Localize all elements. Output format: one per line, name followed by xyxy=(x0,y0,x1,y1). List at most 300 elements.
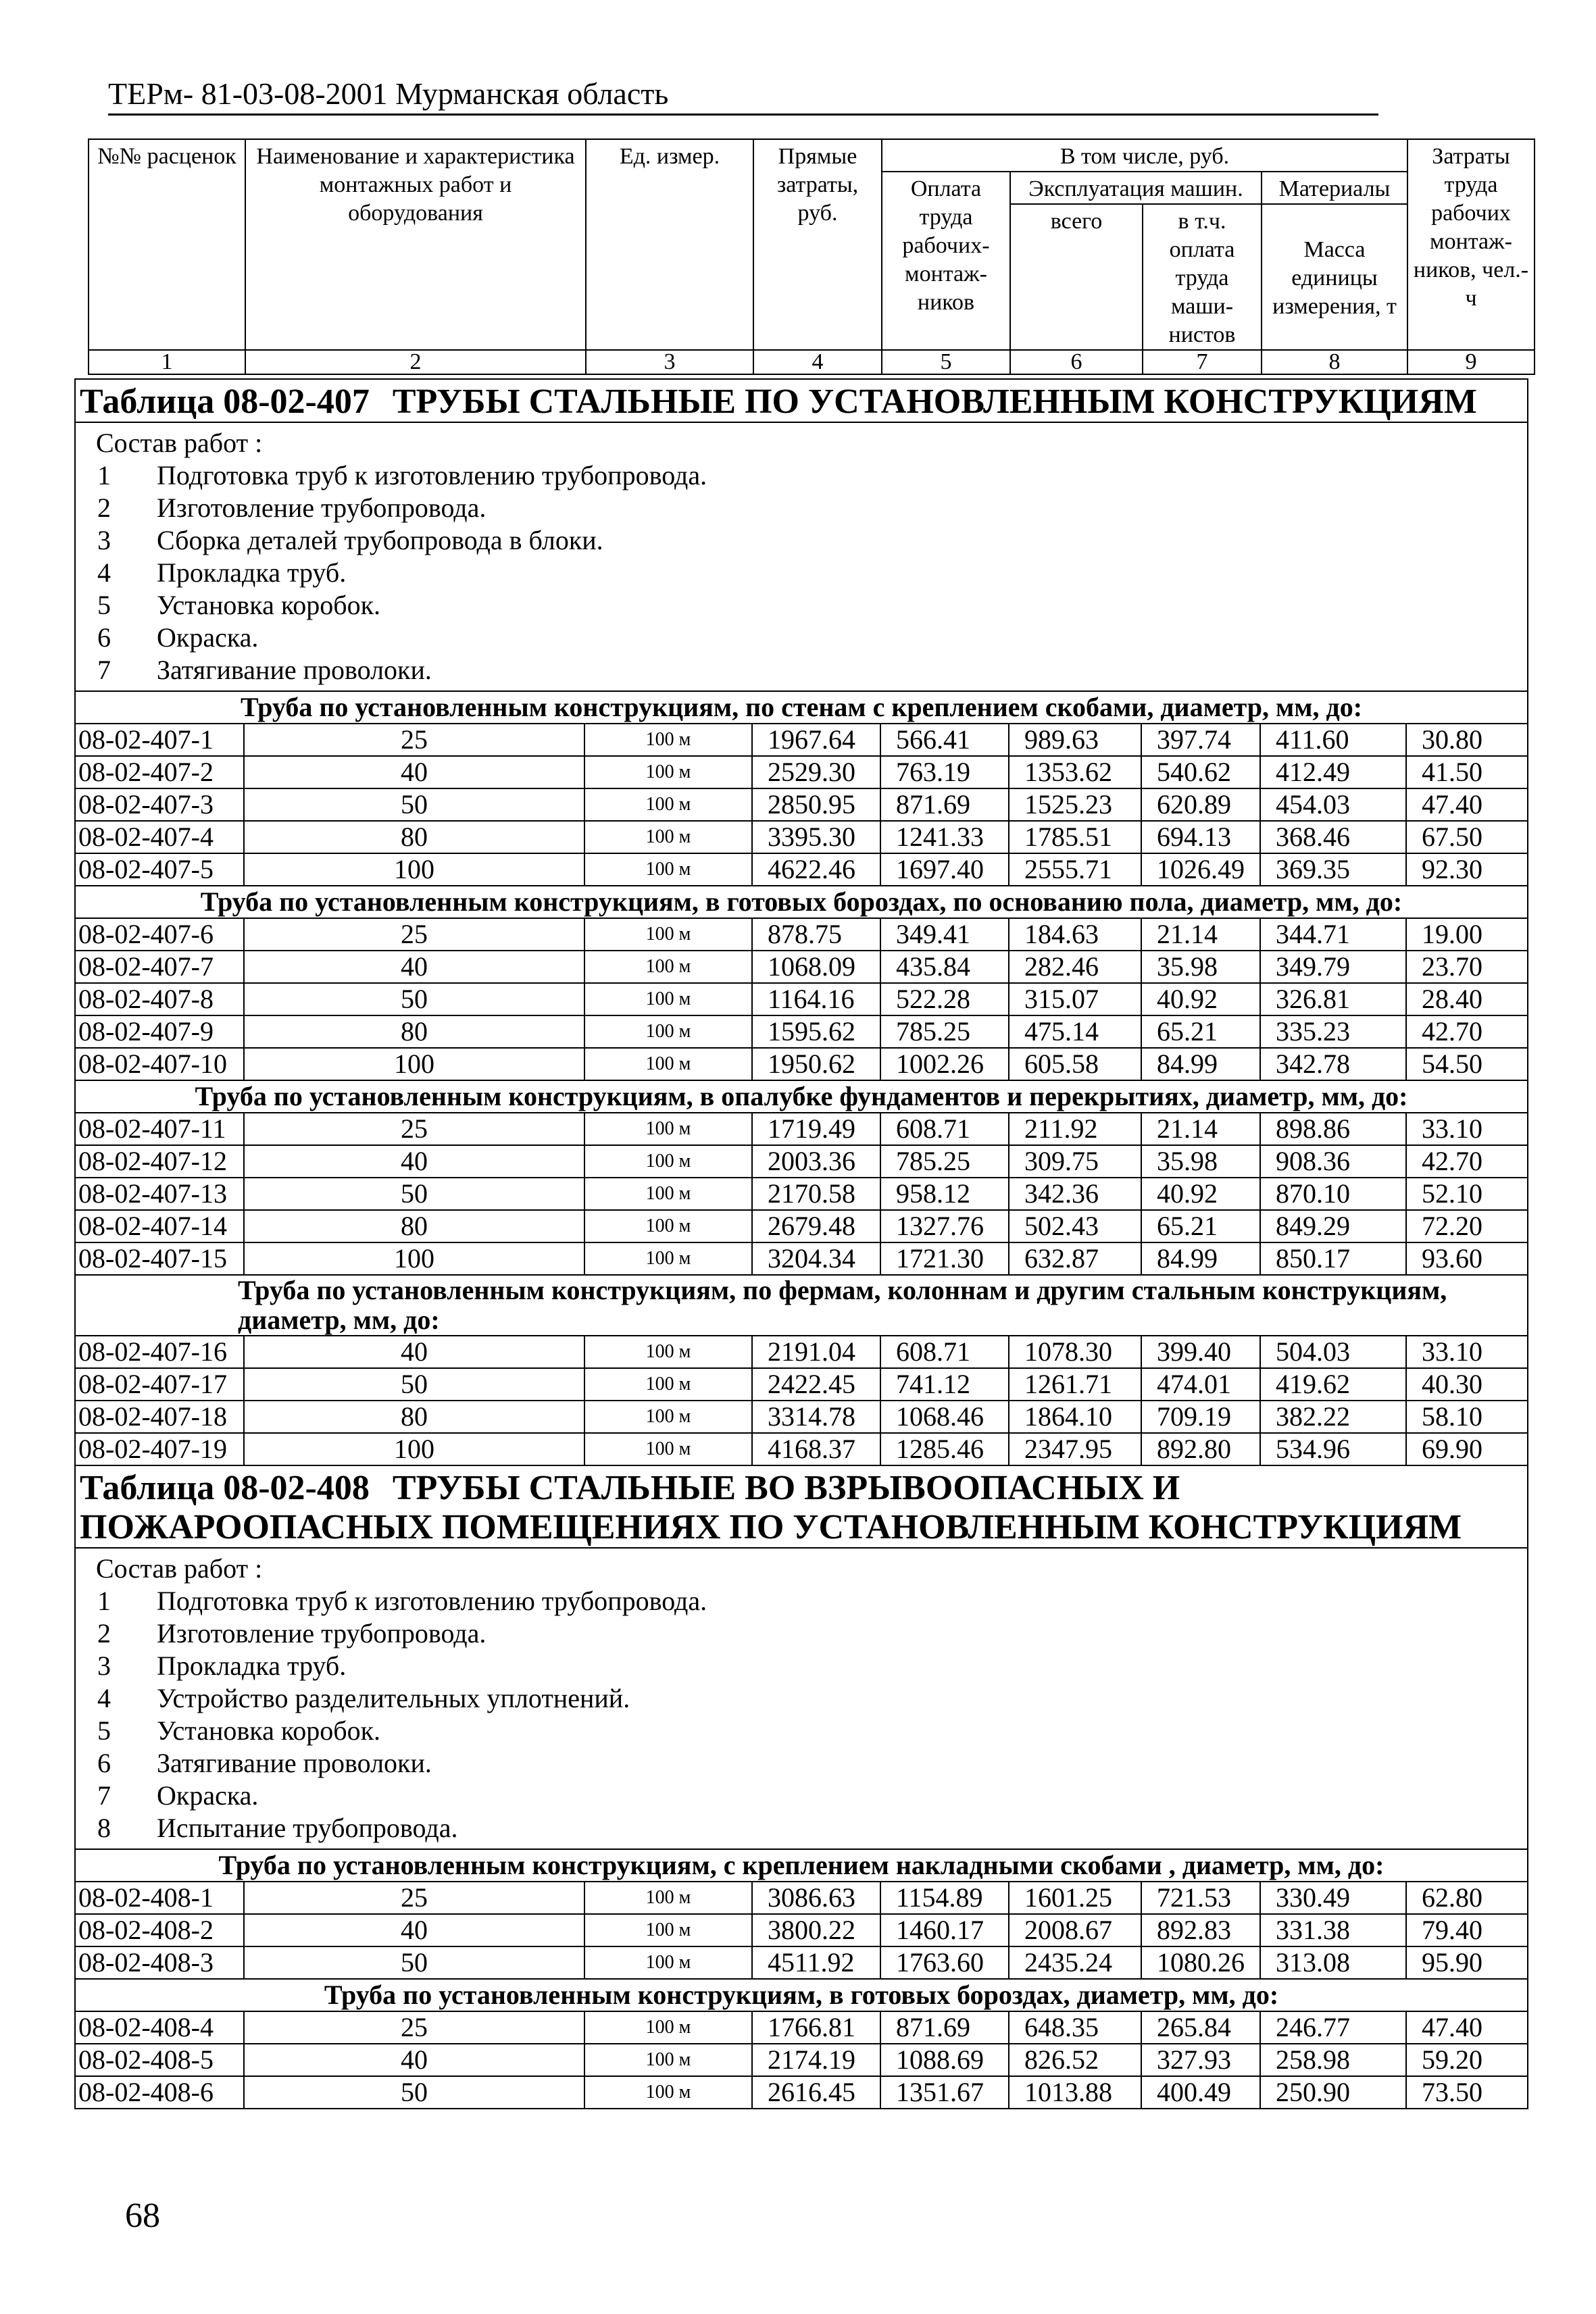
col-header-machinist-wages: в т.ч. оплата труда маши-нистов xyxy=(1143,204,1262,350)
cell-diameter: 50 xyxy=(244,983,584,1015)
cell-worker-wages: 1088.69 xyxy=(880,2044,1009,2076)
work-step-text: Изготовление трубопровода. xyxy=(157,1618,487,1649)
col-header-name: Наименование и характеристика монтажных работ и оборудования xyxy=(245,139,586,350)
cell-unit: 100 м xyxy=(584,821,752,853)
cell-diameter: 40 xyxy=(244,2044,584,2076)
cell-diameter: 100 xyxy=(244,1048,584,1080)
cell-machines-total: 2008.67 xyxy=(1009,1914,1141,1946)
cell-unit: 100 м xyxy=(584,1242,752,1275)
cell-rate-code: 08-02-407-13 xyxy=(75,1178,244,1210)
cell-diameter: 40 xyxy=(244,756,584,788)
cell-direct-cost: 2170.58 xyxy=(752,1178,880,1210)
work-composition xyxy=(75,422,1528,691)
cell-unit: 100 м xyxy=(584,1178,752,1210)
cell-diameter: 25 xyxy=(244,724,584,756)
cell-machines-total: 632.87 xyxy=(1009,1242,1141,1275)
cell-direct-cost: 4622.46 xyxy=(752,853,880,886)
cell-worker-wages: 1068.46 xyxy=(880,1401,1009,1433)
cell-rate-code: 08-02-407-3 xyxy=(75,788,244,821)
cell-labor-hours: 33.10 xyxy=(1406,1113,1528,1145)
work-step-number: 3 xyxy=(97,525,111,555)
cell-diameter: 25 xyxy=(244,2011,584,2044)
table-heading: ТРУБЫ СТАЛЬНЫЕ ВО ВЗРЫВООПАСНЫХ И ПОЖАРООПАСНЫХ ПОМЕЩЕНИЯХ ПО УСТАНОВЛЕННЫМ КОНСТРУКЦИЯМ xyxy=(80,1469,1462,1546)
table-row xyxy=(75,951,1528,983)
work-step-text: Сборка деталей трубопровода в блоки. xyxy=(157,525,603,555)
cell-unit: 100 м xyxy=(584,1433,752,1465)
cell-mass: 344.71 xyxy=(1260,918,1406,951)
cell-machines-total: 1353.62 xyxy=(1009,756,1141,788)
table-number: Таблица 08-02-408 xyxy=(80,1469,370,1507)
table-row xyxy=(75,1210,1528,1242)
cell-mass: 504.03 xyxy=(1260,1336,1406,1368)
work-step xyxy=(84,459,1519,492)
work-step-text: Подготовка труб к изготовлению трубопровода. xyxy=(157,1586,707,1616)
cell-mass: 313.08 xyxy=(1260,1946,1406,1979)
work-step-text: Испытание трубопровода. xyxy=(157,1813,458,1843)
cell-unit: 100 м xyxy=(584,2044,752,2076)
cell-rate-code: 08-02-407-1 xyxy=(75,724,244,756)
cell-worker-wages: 608.71 xyxy=(880,1113,1009,1145)
cell-rate-code: 08-02-407-12 xyxy=(75,1145,244,1178)
cell-labor-hours: 73.50 xyxy=(1406,2076,1528,2109)
section-title: Труба по установленным конструкциям, по стенам с креплением скобами, диаметр, мм, до: xyxy=(75,691,1528,724)
cell-machines-total: 475.14 xyxy=(1009,1015,1141,1048)
work-step xyxy=(84,1585,1519,1617)
cell-machines-total: 211.92 xyxy=(1009,1113,1141,1145)
cell-mass: 369.35 xyxy=(1260,853,1406,886)
cell-rate-code: 08-02-407-5 xyxy=(75,853,244,886)
cell-rate-code: 08-02-407-16 xyxy=(75,1336,244,1368)
cell-unit: 100 м xyxy=(584,918,752,951)
cell-unit: 100 м xyxy=(584,1113,752,1145)
cell-machines-total: 282.46 xyxy=(1009,951,1141,983)
cell-machines-total: 1864.10 xyxy=(1009,1401,1141,1433)
cell-unit: 100 м xyxy=(584,983,752,1015)
cell-labor-hours: 54.50 xyxy=(1406,1048,1528,1080)
cell-rate-code: 08-02-407-2 xyxy=(75,756,244,788)
cell-labor-hours: 79.40 xyxy=(1406,1914,1528,1946)
work-step-text: Затягивание проволоки. xyxy=(157,1748,432,1778)
work-step-number: 4 xyxy=(97,1683,111,1713)
page-number: 68 xyxy=(125,2196,160,2235)
cell-diameter: 25 xyxy=(244,1113,584,1145)
work-step xyxy=(84,1812,1519,1844)
cell-unit: 100 м xyxy=(584,724,752,756)
cell-direct-cost: 2191.04 xyxy=(752,1336,880,1368)
cell-worker-wages: 763.19 xyxy=(880,756,1009,788)
cell-machinist-wages: 21.14 xyxy=(1141,1113,1260,1145)
cell-direct-cost: 3800.22 xyxy=(752,1914,880,1946)
cell-direct-cost: 2174.19 xyxy=(752,2044,880,2076)
table-row xyxy=(75,1401,1528,1433)
cell-labor-hours: 59.20 xyxy=(1406,2044,1528,2076)
cell-unit: 100 м xyxy=(584,2011,752,2044)
work-step-number: 2 xyxy=(97,1618,111,1649)
table-row xyxy=(75,1242,1528,1275)
table-number: Таблица 08-02-407 xyxy=(80,382,370,421)
work-step-text: Окраска. xyxy=(157,1780,259,1811)
cell-machinist-wages: 892.80 xyxy=(1141,1433,1260,1465)
col-number: 6 xyxy=(1010,350,1143,374)
cell-worker-wages: 1721.30 xyxy=(880,1242,1009,1275)
cell-machinist-wages: 40.92 xyxy=(1141,983,1260,1015)
cell-rate-code: 08-02-408-4 xyxy=(75,2011,244,2044)
cell-worker-wages: 1285.46 xyxy=(880,1433,1009,1465)
cell-worker-wages: 1763.60 xyxy=(880,1946,1009,1979)
col-number: 8 xyxy=(1262,350,1407,374)
col-header-unit: Ед. измер. xyxy=(586,139,753,350)
cell-labor-hours: 19.00 xyxy=(1406,918,1528,951)
cell-mass: 534.96 xyxy=(1260,1433,1406,1465)
col-header-direct-cost: Прямые затраты, руб. xyxy=(753,139,882,350)
cell-mass: 368.46 xyxy=(1260,821,1406,853)
col-header-materials: Материалы xyxy=(1262,172,1407,204)
cell-mass: 246.77 xyxy=(1260,2011,1406,2044)
cell-rate-code: 08-02-407-18 xyxy=(75,1401,244,1433)
cell-rate-code: 08-02-407-6 xyxy=(75,918,244,951)
cell-machinist-wages: 540.62 xyxy=(1141,756,1260,788)
page-header: ТЕРм- 81-03-08-2001 Мурманская область xyxy=(108,76,669,111)
cell-machinist-wages: 1080.26 xyxy=(1141,1946,1260,1979)
work-step-number: 6 xyxy=(97,622,111,653)
work-step-text: Изготовление трубопровода. xyxy=(157,493,487,523)
cell-direct-cost: 1766.81 xyxy=(752,2011,880,2044)
cell-labor-hours: 69.90 xyxy=(1406,1433,1528,1465)
work-step xyxy=(84,1682,1519,1715)
cell-diameter: 80 xyxy=(244,821,584,853)
cell-diameter: 100 xyxy=(244,1433,584,1465)
col-header-machines-total: всего xyxy=(1010,204,1143,350)
cell-unit: 100 м xyxy=(584,1048,752,1080)
table-row xyxy=(75,2044,1528,2076)
cell-direct-cost: 1719.49 xyxy=(752,1113,880,1145)
cell-worker-wages: 958.12 xyxy=(880,1178,1009,1210)
cell-worker-wages: 1460.17 xyxy=(880,1914,1009,1946)
cell-labor-hours: 47.40 xyxy=(1406,788,1528,821)
cell-worker-wages: 435.84 xyxy=(880,951,1009,983)
work-step-number: 1 xyxy=(97,1586,111,1616)
work-step-text: Устройство разделительных уплотнений. xyxy=(157,1683,630,1713)
cell-mass: 331.38 xyxy=(1260,1914,1406,1946)
cell-labor-hours: 92.30 xyxy=(1406,853,1528,886)
work-step-text: Подготовка труб к изготовлению трубопровода. xyxy=(157,460,707,491)
cell-diameter: 100 xyxy=(244,853,584,886)
section-title: Труба по установленным конструкциям, в готовых бороздах, диаметр, мм, до: xyxy=(75,1979,1528,2011)
cell-mass: 908.36 xyxy=(1260,1145,1406,1178)
cell-unit: 100 м xyxy=(584,756,752,788)
cell-labor-hours: 62.80 xyxy=(1406,1882,1528,1914)
work-step-number: 7 xyxy=(97,1780,111,1811)
table-row xyxy=(75,1882,1528,1914)
col-header-wages: Оплата труда рабочих-монтаж-ников xyxy=(882,172,1010,350)
cell-worker-wages: 1351.67 xyxy=(880,2076,1009,2109)
cell-direct-cost: 2616.45 xyxy=(752,2076,880,2109)
table-row xyxy=(75,821,1528,853)
work-step xyxy=(84,1617,1519,1650)
work-step-text: Установка коробок. xyxy=(157,590,381,620)
work-step xyxy=(84,1747,1519,1780)
cell-machinist-wages: 40.92 xyxy=(1141,1178,1260,1210)
col-header-labor: Затраты труда рабочих монтаж-ников, чел.-ч xyxy=(1407,139,1535,350)
cell-machines-total: 342.36 xyxy=(1009,1178,1141,1210)
cell-direct-cost: 1595.62 xyxy=(752,1015,880,1048)
cell-machines-total: 1601.25 xyxy=(1009,1882,1141,1914)
cell-mass: 898.86 xyxy=(1260,1113,1406,1145)
cell-diameter: 40 xyxy=(244,951,584,983)
cell-worker-wages: 1154.89 xyxy=(880,1882,1009,1914)
col-number: 5 xyxy=(882,350,1010,374)
work-step-number: 5 xyxy=(97,590,111,620)
work-step xyxy=(84,557,1519,589)
cell-labor-hours: 47.40 xyxy=(1406,2011,1528,2044)
cell-diameter: 40 xyxy=(244,1336,584,1368)
cell-unit: 100 м xyxy=(584,1368,752,1401)
section-title: Труба по установленным конструкциям, с креплением накладными скобами , диаметр, мм, до: xyxy=(75,1849,1528,1882)
cell-rate-code: 08-02-408-3 xyxy=(75,1946,244,1979)
cell-unit: 100 м xyxy=(584,1210,752,1242)
cell-mass: 850.17 xyxy=(1260,1242,1406,1275)
cell-machines-total: 502.43 xyxy=(1009,1210,1141,1242)
cell-machinist-wages: 892.83 xyxy=(1141,1914,1260,1946)
cell-worker-wages: 785.25 xyxy=(880,1145,1009,1178)
table-heading: ТРУБЫ СТАЛЬНЫЕ ПО УСТАНОВЛЕННЫМ КОНСТРУКЦИЯМ xyxy=(392,382,1477,421)
cell-mass: 849.29 xyxy=(1260,1210,1406,1242)
table-row xyxy=(75,1015,1528,1048)
cell-machinist-wages: 709.19 xyxy=(1141,1401,1260,1433)
work-step-text: Затягивание проволоки. xyxy=(157,655,432,685)
cell-diameter: 50 xyxy=(244,2076,584,2109)
cell-worker-wages: 1327.76 xyxy=(880,1210,1009,1242)
cell-machines-total: 1785.51 xyxy=(1009,821,1141,853)
cell-machines-total: 826.52 xyxy=(1009,2044,1141,2076)
column-number-row xyxy=(89,350,1535,374)
cell-diameter: 50 xyxy=(244,1368,584,1401)
cell-direct-cost: 878.75 xyxy=(752,918,880,951)
cell-rate-code: 08-02-407-4 xyxy=(75,821,244,853)
cell-diameter: 80 xyxy=(244,1210,584,1242)
work-step xyxy=(84,492,1519,524)
table-row xyxy=(75,983,1528,1015)
cell-mass: 419.62 xyxy=(1260,1368,1406,1401)
cell-worker-wages: 1697.40 xyxy=(880,853,1009,886)
cell-diameter: 50 xyxy=(244,1178,584,1210)
cell-mass: 258.98 xyxy=(1260,2044,1406,2076)
cell-unit: 100 м xyxy=(584,1145,752,1178)
col-number: 1 xyxy=(89,350,245,374)
cell-rate-code: 08-02-407-8 xyxy=(75,983,244,1015)
work-step xyxy=(84,1715,1519,1747)
cell-machines-total: 2555.71 xyxy=(1009,853,1141,886)
cell-labor-hours: 67.50 xyxy=(1406,821,1528,853)
cell-worker-wages: 1241.33 xyxy=(880,821,1009,853)
cell-labor-hours: 41.50 xyxy=(1406,756,1528,788)
cell-mass: 335.23 xyxy=(1260,1015,1406,1048)
section-title: Труба по установленным конструкциям, по фермам, колоннам и другим стальным конструкциям, диаметр, мм, до: xyxy=(75,1275,1528,1336)
work-composition-label: Состав работ : xyxy=(96,428,263,458)
cell-worker-wages: 349.41 xyxy=(880,918,1009,951)
work-step-text: Установка коробок. xyxy=(157,1715,381,1746)
cell-machinist-wages: 35.98 xyxy=(1141,1145,1260,1178)
cell-machinist-wages: 327.93 xyxy=(1141,2044,1260,2076)
cell-diameter: 80 xyxy=(244,1401,584,1433)
table-row xyxy=(75,1368,1528,1401)
cell-machinist-wages: 84.99 xyxy=(1141,1048,1260,1080)
cell-mass: 342.78 xyxy=(1260,1048,1406,1080)
table-row xyxy=(75,1336,1528,1368)
cell-direct-cost: 2529.30 xyxy=(752,756,880,788)
price-table xyxy=(74,378,1528,2109)
cell-machines-total: 2435.24 xyxy=(1009,1946,1141,1979)
cell-unit: 100 м xyxy=(584,788,752,821)
cell-direct-cost: 4168.37 xyxy=(752,1433,880,1465)
cell-labor-hours: 72.20 xyxy=(1406,1210,1528,1242)
table-row xyxy=(75,2076,1528,2109)
cell-unit: 100 м xyxy=(584,1882,752,1914)
table-row xyxy=(75,918,1528,951)
cell-machines-total: 1261.71 xyxy=(1009,1368,1141,1401)
cell-mass: 382.22 xyxy=(1260,1401,1406,1433)
cell-machinist-wages: 620.89 xyxy=(1141,788,1260,821)
work-step xyxy=(84,654,1519,686)
work-composition-label: Состав работ : xyxy=(96,1553,263,1584)
cell-unit: 100 м xyxy=(584,951,752,983)
cell-direct-cost: 2003.36 xyxy=(752,1145,880,1178)
cell-rate-code: 08-02-407-7 xyxy=(75,951,244,983)
cell-worker-wages: 871.69 xyxy=(880,2011,1009,2044)
cell-labor-hours: 58.10 xyxy=(1406,1401,1528,1433)
cell-labor-hours: 33.10 xyxy=(1406,1336,1528,1368)
cell-machinist-wages: 35.98 xyxy=(1141,951,1260,983)
col-number: 9 xyxy=(1407,350,1535,374)
cell-direct-cost: 1967.64 xyxy=(752,724,880,756)
table-row xyxy=(75,1048,1528,1080)
col-number: 3 xyxy=(586,350,753,374)
cell-machinist-wages: 474.01 xyxy=(1141,1368,1260,1401)
cell-machines-total: 2347.95 xyxy=(1009,1433,1141,1465)
cell-diameter: 100 xyxy=(244,1242,584,1275)
cell-direct-cost: 3314.78 xyxy=(752,1401,880,1433)
cell-unit: 100 м xyxy=(584,2076,752,2109)
col-header-mass: Масса единицы измерения, т xyxy=(1262,204,1407,350)
cell-machines-total: 184.63 xyxy=(1009,918,1141,951)
work-step-number: 1 xyxy=(97,460,111,491)
cell-unit: 100 м xyxy=(584,1401,752,1433)
work-step xyxy=(84,622,1519,654)
cell-diameter: 25 xyxy=(244,918,584,951)
cell-labor-hours: 28.40 xyxy=(1406,983,1528,1015)
cell-direct-cost: 2850.95 xyxy=(752,788,880,821)
cell-direct-cost: 3204.34 xyxy=(752,1242,880,1275)
cell-machines-total: 605.58 xyxy=(1009,1048,1141,1080)
work-step xyxy=(84,1650,1519,1682)
cell-direct-cost: 3395.30 xyxy=(752,821,880,853)
cell-machinist-wages: 65.21 xyxy=(1141,1210,1260,1242)
cell-unit: 100 м xyxy=(584,1015,752,1048)
cell-direct-cost: 4511.92 xyxy=(752,1946,880,1979)
cell-labor-hours: 93.60 xyxy=(1406,1242,1528,1275)
col-header-code: №№ расценок xyxy=(89,139,245,350)
cell-machines-total: 1078.30 xyxy=(1009,1336,1141,1368)
work-step-text: Прокладка труб. xyxy=(157,1651,347,1681)
cell-unit: 100 м xyxy=(584,853,752,886)
cell-worker-wages: 566.41 xyxy=(880,724,1009,756)
cell-rate-code: 08-02-408-1 xyxy=(75,1882,244,1914)
cell-machinist-wages: 265.84 xyxy=(1141,2011,1260,2044)
section-title: Труба по установленным конструкциям, в готовых бороздах, по основанию пола, диаметр, мм, до: xyxy=(75,886,1528,918)
work-step xyxy=(84,589,1519,622)
cell-diameter: 25 xyxy=(244,1882,584,1914)
work-step-number: 7 xyxy=(97,655,111,685)
cell-direct-cost: 1068.09 xyxy=(752,951,880,983)
cell-worker-wages: 608.71 xyxy=(880,1336,1009,1368)
cell-rate-code: 08-02-407-11 xyxy=(75,1113,244,1145)
cell-machines-total: 648.35 xyxy=(1009,2011,1141,2044)
cell-machines-total: 1013.88 xyxy=(1009,2076,1141,2109)
cell-labor-hours: 52.10 xyxy=(1406,1178,1528,1210)
work-step-number: 4 xyxy=(97,557,111,588)
column-header-table xyxy=(88,139,1535,375)
cell-diameter: 40 xyxy=(244,1914,584,1946)
cell-rate-code: 08-02-408-6 xyxy=(75,2076,244,2109)
cell-direct-cost: 2422.45 xyxy=(752,1368,880,1401)
cell-labor-hours: 30.80 xyxy=(1406,724,1528,756)
table-row xyxy=(75,788,1528,821)
cell-rate-code: 08-02-407-15 xyxy=(75,1242,244,1275)
cell-labor-hours: 95.90 xyxy=(1406,1946,1528,1979)
cell-mass: 330.49 xyxy=(1260,1882,1406,1914)
cell-unit: 100 м xyxy=(584,1914,752,1946)
table-row xyxy=(75,853,1528,886)
work-step xyxy=(84,1780,1519,1812)
cell-machinist-wages: 84.99 xyxy=(1141,1242,1260,1275)
header-rule xyxy=(108,114,1378,116)
cell-machinist-wages: 397.74 xyxy=(1141,724,1260,756)
cell-rate-code: 08-02-408-2 xyxy=(75,1914,244,1946)
cell-rate-code: 08-02-407-14 xyxy=(75,1210,244,1242)
cell-machines-total: 1525.23 xyxy=(1009,788,1141,821)
table-row xyxy=(75,1946,1528,1979)
cell-diameter: 80 xyxy=(244,1015,584,1048)
cell-machines-total: 309.75 xyxy=(1009,1145,1141,1178)
col-number: 7 xyxy=(1143,350,1262,374)
work-step-number: 8 xyxy=(97,1813,111,1843)
cell-machinist-wages: 65.21 xyxy=(1141,1015,1260,1048)
table-row xyxy=(75,1433,1528,1465)
cell-diameter: 40 xyxy=(244,1145,584,1178)
cell-worker-wages: 871.69 xyxy=(880,788,1009,821)
cell-direct-cost: 2679.48 xyxy=(752,1210,880,1242)
work-composition xyxy=(75,1548,1528,1849)
work-step xyxy=(84,524,1519,557)
cell-machines-total: 989.63 xyxy=(1009,724,1141,756)
col-number: 4 xyxy=(753,350,882,374)
cell-diameter: 50 xyxy=(244,788,584,821)
cell-rate-code: 08-02-407-17 xyxy=(75,1368,244,1401)
cell-mass: 411.60 xyxy=(1260,724,1406,756)
work-step-text: Окраска. xyxy=(157,622,259,653)
cell-worker-wages: 522.28 xyxy=(880,983,1009,1015)
cell-mass: 326.81 xyxy=(1260,983,1406,1015)
cell-mass: 870.10 xyxy=(1260,1178,1406,1210)
cell-machinist-wages: 21.14 xyxy=(1141,918,1260,951)
table-row xyxy=(75,1113,1528,1145)
cell-rate-code: 08-02-408-5 xyxy=(75,2044,244,2076)
cell-diameter: 50 xyxy=(244,1946,584,1979)
cell-machinist-wages: 1026.49 xyxy=(1141,853,1260,886)
table-row xyxy=(75,756,1528,788)
work-step-number: 3 xyxy=(97,1651,111,1681)
cell-labor-hours: 23.70 xyxy=(1406,951,1528,983)
